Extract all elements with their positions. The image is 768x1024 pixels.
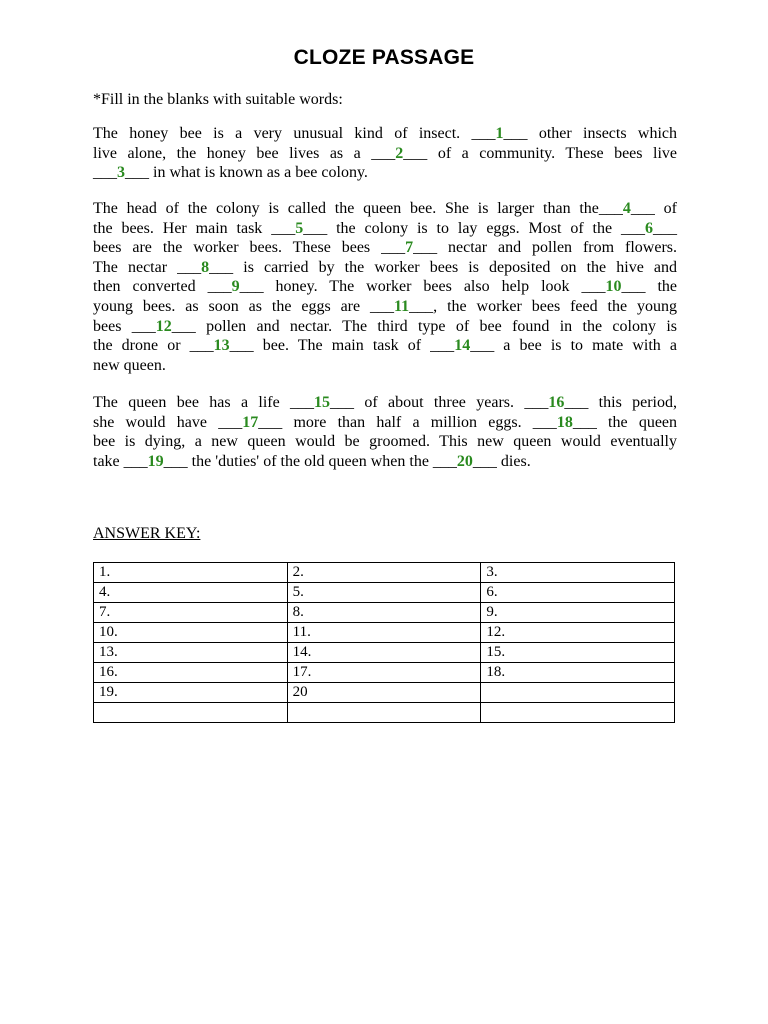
blank-number: 3: [117, 164, 125, 182]
blank-number: 11: [394, 297, 410, 315]
paragraph-line: young bees. as soon as the eggs are ___11___, the worker bees feed the young: [93, 297, 678, 315]
table-row: [94, 643, 675, 663]
answer-key-heading: ANSWER KEY:: [93, 525, 201, 542]
answer-cell[interactable]: 12.: [481, 623, 675, 643]
answer-cell[interactable]: 8.: [287, 603, 481, 623]
instruction-text: *Fill in the blanks with suitable words:: [93, 91, 343, 108]
page-title: CLOZE PASSAGE: [293, 46, 475, 69]
answer-cell[interactable]: 17.: [287, 663, 481, 683]
table-row: [94, 663, 675, 683]
blank-number: 13: [213, 337, 230, 355]
answer-cell[interactable]: 16.: [94, 663, 288, 683]
answer-cell[interactable]: 15.: [481, 643, 675, 663]
table-row: [94, 703, 675, 723]
blank-number: 7: [405, 239, 414, 257]
paragraph-3: [93, 393, 677, 471]
paragraph-line: The head of the colony is called the queen bee. She is larger than the___4___ of: [93, 200, 678, 217]
paragraph-line: The honey bee is a very unusual kind of insect. ___1___ other insects which: [93, 125, 677, 142]
table-row: [94, 603, 675, 623]
paragraph-line: take ___19___ the 'duties' of the old queen when the ___20___ dies.: [93, 452, 531, 470]
answer-cell[interactable]: 4.: [94, 583, 288, 603]
paragraph-line: the drone or ___13___ bee. The main task of ___14___ a bee is to mate with a: [93, 337, 678, 355]
answer-cell[interactable]: 7.: [94, 603, 288, 623]
answer-cell[interactable]: 9.: [481, 603, 675, 623]
answer-key-table: [93, 562, 675, 723]
answer-cell[interactable]: 19.: [94, 683, 288, 703]
paragraph-line: then converted ___9___ honey. The worker bees also help look ___10___ the: [93, 278, 678, 296]
answer-cell[interactable]: 20: [287, 683, 481, 703]
paragraph-line: bees are the worker bees. These bees ___7___ nectar and pollen from flowers.: [93, 239, 677, 257]
table-row: [94, 683, 675, 703]
paragraph-line: she would have ___17___ more than half a million eggs. ___18___ the queen: [93, 413, 678, 431]
blank-number: 2: [395, 144, 404, 162]
blank-number: 14: [454, 337, 471, 355]
blank-number: 12: [155, 317, 172, 335]
blank-number: 15: [314, 394, 331, 411]
answer-cell[interactable]: 2.: [287, 563, 481, 583]
answer-cell[interactable]: 5.: [287, 583, 481, 603]
answer-cell[interactable]: 1.: [94, 563, 288, 583]
table-row: [94, 563, 675, 583]
blank-number: 20: [456, 452, 473, 470]
answer-cell[interactable]: 14.: [287, 643, 481, 663]
paragraph-line: The nectar ___8___ is carried by the worker bees is deposited on the hive and: [93, 258, 677, 276]
answer-cell[interactable]: 18.: [481, 663, 675, 683]
answer-cell[interactable]: [481, 703, 675, 723]
paragraph-line: the bees. Her main task ___5___ the colony is to lay eggs. Most of the ___6___: [93, 219, 678, 237]
blank-number: 4: [622, 200, 631, 217]
answer-cell[interactable]: 11.: [287, 623, 481, 643]
answer-cell[interactable]: [481, 683, 675, 703]
blank-number: 6: [645, 219, 654, 237]
answer-cell[interactable]: 13.: [94, 643, 288, 663]
paragraph-1: [93, 124, 677, 183]
blank-number: 16: [548, 394, 565, 411]
paragraph-line: bee is dying, a new queen would be groomed. This new queen would eventually: [93, 433, 677, 451]
blank-number: 10: [605, 278, 622, 296]
answer-cell[interactable]: [94, 703, 288, 723]
answer-cell[interactable]: 10.: [94, 623, 288, 643]
paragraph-line: new queen.: [93, 356, 166, 374]
answer-cell[interactable]: 6.: [481, 583, 675, 603]
blank-number: 17: [242, 413, 259, 431]
table-row: [94, 583, 675, 603]
blank-number: 1: [495, 125, 504, 142]
paragraph-line: ___3___ in what is known as a bee colony.: [93, 164, 368, 182]
table-row: [94, 623, 675, 643]
blank-number: 8: [201, 258, 210, 276]
answer-cell[interactable]: [287, 703, 481, 723]
blank-number: 9: [231, 278, 240, 296]
answer-cell[interactable]: 3.: [481, 563, 675, 583]
paragraph-2: [93, 199, 677, 375]
blank-number: 19: [147, 452, 164, 470]
paragraph-line: live alone, the honey bee lives as a ___2___ of a community. These bees live: [93, 144, 678, 162]
blank-number: 18: [556, 413, 573, 431]
paragraph-line: bees ___12___ pollen and nectar. The third type of bee found in the colony is: [93, 317, 677, 335]
paragraph-line: The queen bee has a life ___15___ of about three years. ___16___ this period,: [93, 394, 678, 411]
blank-number: 5: [295, 219, 304, 237]
